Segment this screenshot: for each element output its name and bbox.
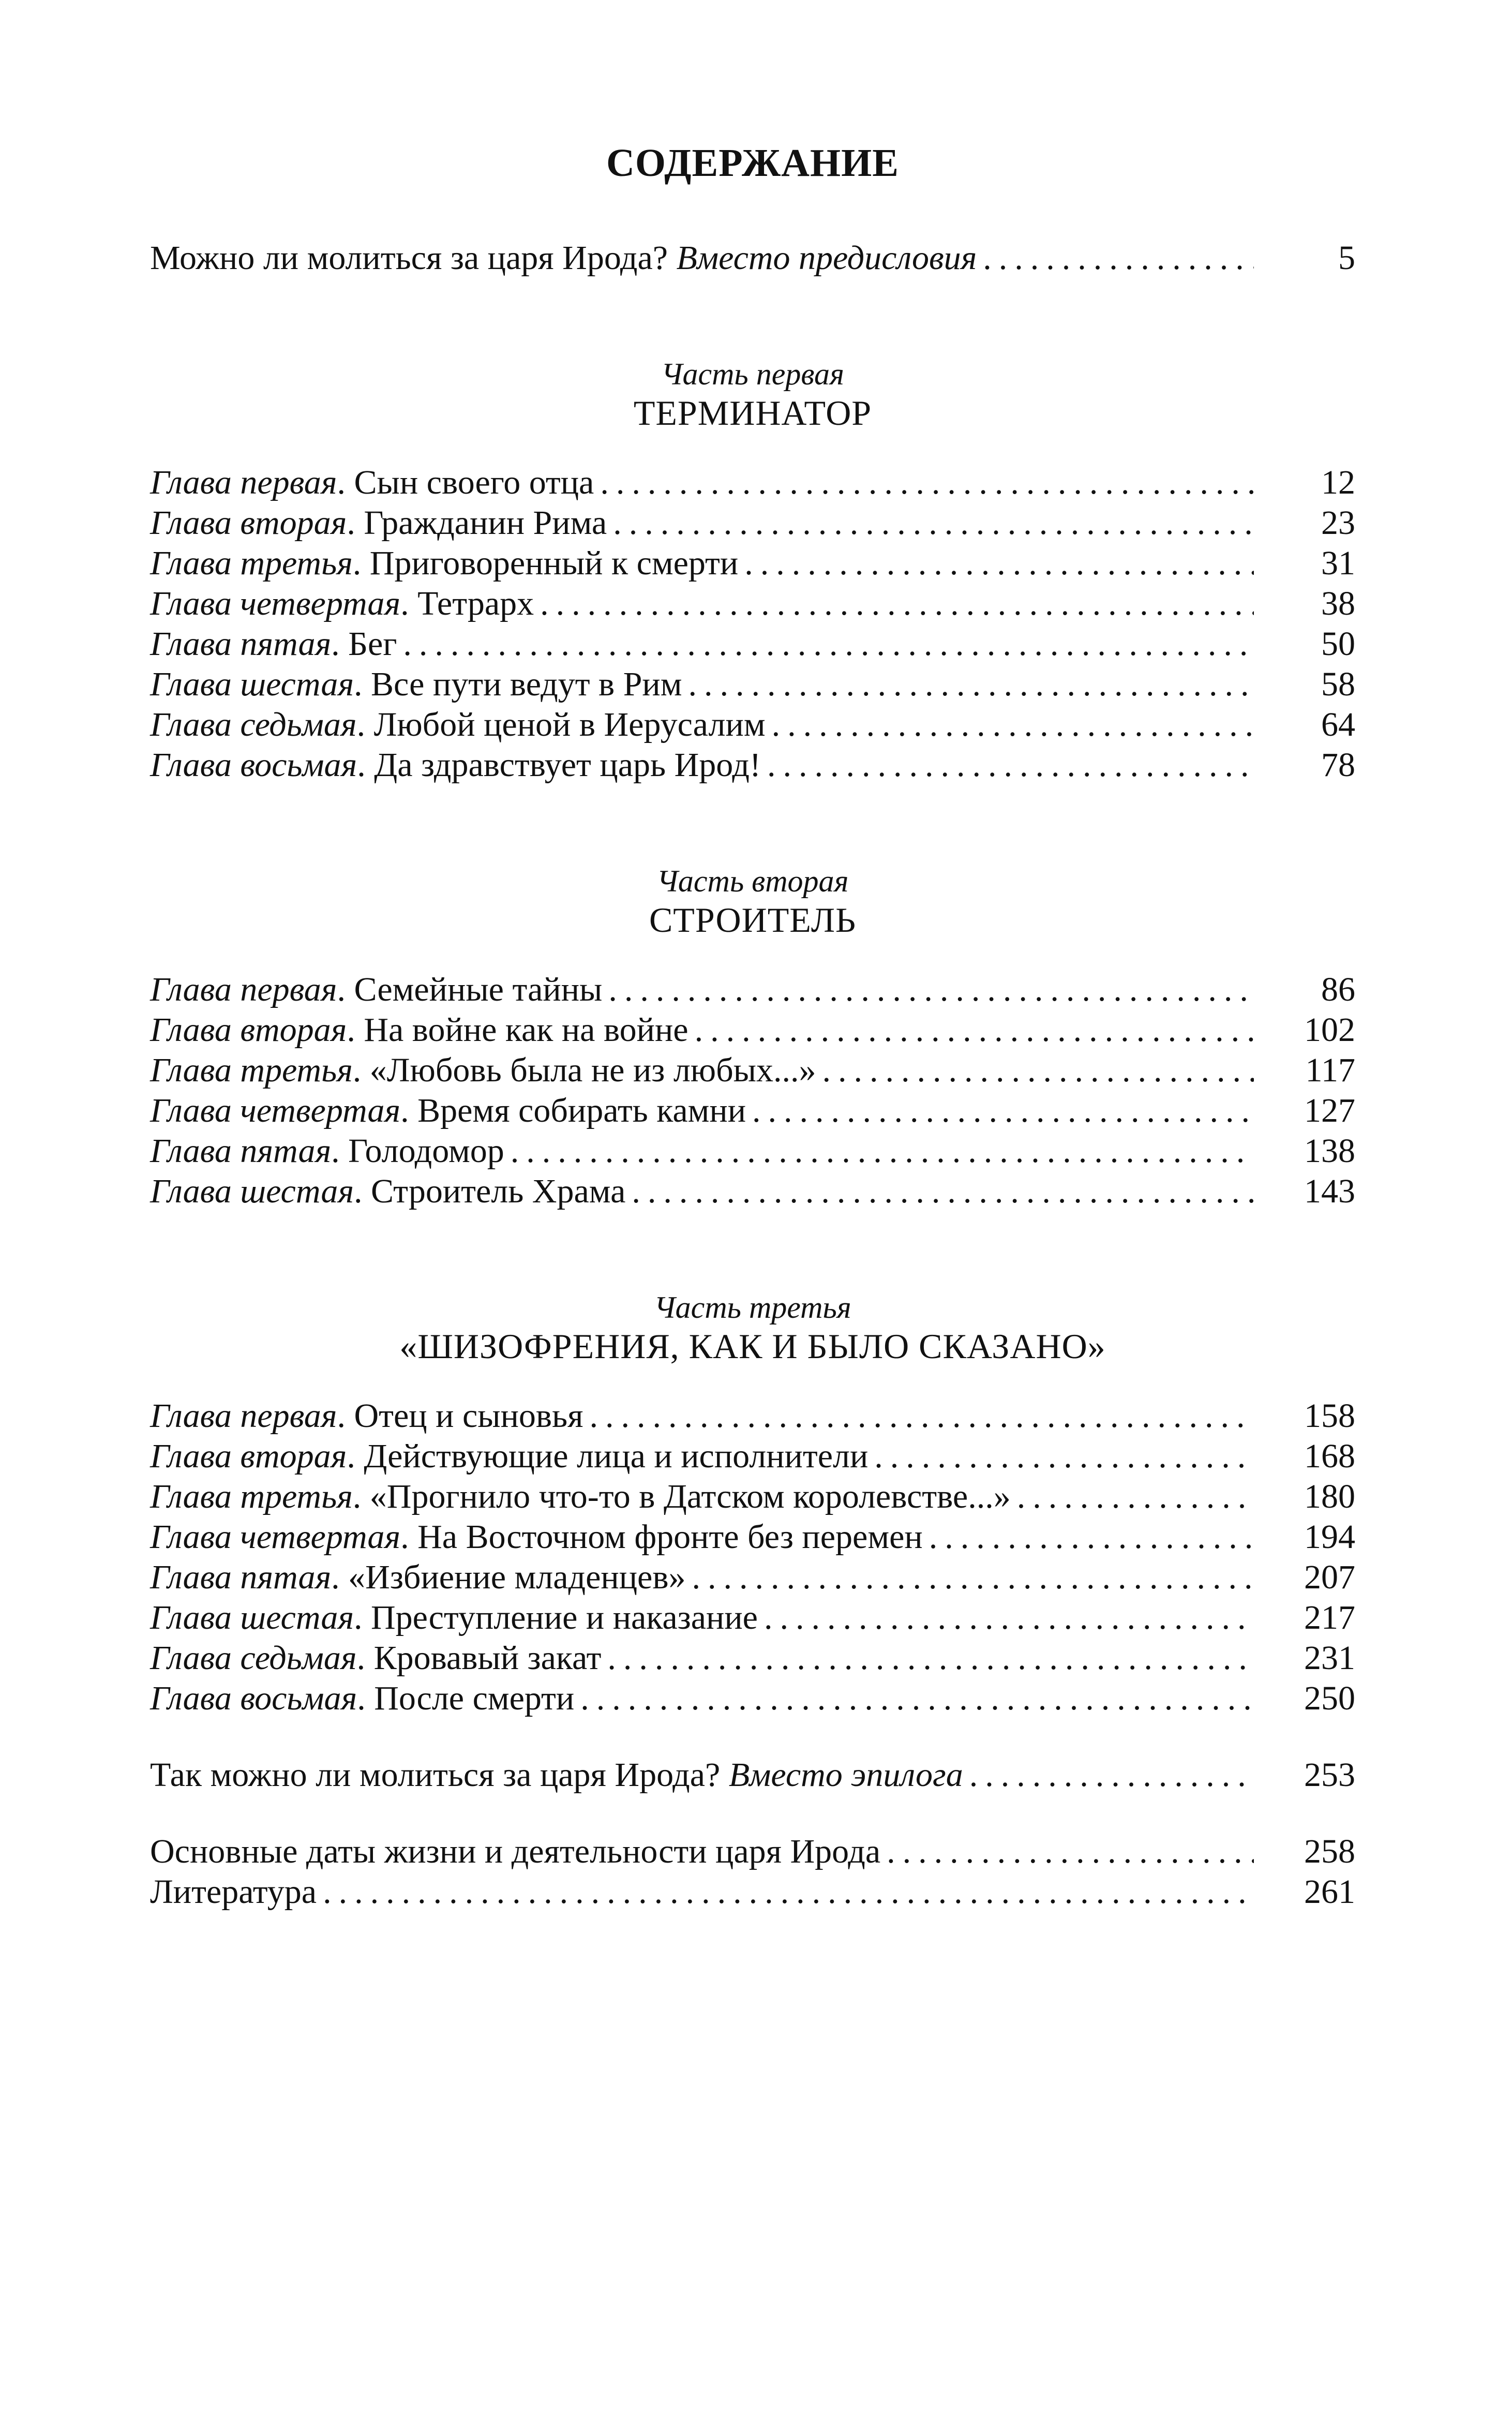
- page-number: 5: [1338, 239, 1355, 277]
- separator-period: .: [357, 1679, 375, 1717]
- part-heading: [150, 356, 1355, 434]
- entry-label: [150, 1091, 746, 1131]
- entry-label: [150, 238, 977, 278]
- part-title: «ШИЗОФРЕНИЯ, КАК И БЫЛО СКАЗАНО»: [399, 1327, 1106, 1366]
- separator-period: .: [354, 665, 371, 703]
- toc-entry-chapter: [150, 1477, 1355, 1517]
- toc-entry-chapter: [150, 624, 1355, 664]
- chapter-title: Все пути ведут в Рим: [371, 665, 682, 703]
- toc-entry-preface: [150, 238, 1355, 278]
- chapter-title: Голодомор: [348, 1132, 504, 1170]
- separator-period: .: [331, 1558, 349, 1596]
- toc-entry-appendix: [150, 1832, 1355, 1872]
- chapter-title: Отец и сыновья: [354, 1397, 583, 1435]
- toc-entry-chapter: [150, 1436, 1355, 1477]
- dot-leader: [607, 1638, 1254, 1678]
- chapter-number: Глава шестая: [150, 1172, 354, 1210]
- entry-label: [150, 1557, 686, 1598]
- toc-entry-chapter: [150, 1557, 1355, 1598]
- entry-label: [150, 1050, 816, 1091]
- entry-label: [150, 1171, 625, 1212]
- toc-entry-chapter: [150, 1396, 1355, 1436]
- toc-entry-chapter: [150, 1678, 1355, 1719]
- page-number: 217: [1304, 1599, 1355, 1636]
- dot-leader: [540, 584, 1254, 624]
- page-number: 261: [1304, 1873, 1355, 1911]
- chapter-number: Глава четвертая: [150, 1518, 401, 1556]
- spacer: [150, 1719, 1355, 1755]
- dot-leader: [983, 238, 1254, 278]
- chapter-title: «Избиение младенцев»: [348, 1558, 686, 1596]
- dot-leader: [323, 1872, 1254, 1912]
- chapter-title: На войне как на войне: [364, 1011, 688, 1049]
- dot-leader: [822, 1050, 1254, 1091]
- separator-period: .: [337, 971, 354, 1008]
- toc-entry-chapter: [150, 1050, 1355, 1091]
- page-number: 38: [1321, 585, 1355, 622]
- part-heading: [150, 1289, 1355, 1367]
- dot-leader: [688, 664, 1254, 705]
- dot-leader: [511, 1131, 1254, 1171]
- chapter-title: «Прогнило что-то в Датском королевстве...»: [369, 1478, 1011, 1515]
- entry-label: [150, 1598, 758, 1638]
- entry-label: [150, 1396, 583, 1436]
- chapter-number: Глава восьмая: [150, 1679, 357, 1717]
- chapter-number: Глава вторая: [150, 1011, 347, 1049]
- entry-label: [150, 664, 682, 705]
- separator-period: .: [356, 706, 374, 743]
- chapter-title: Приговоренный к смерти: [369, 544, 739, 582]
- dot-leader: [590, 1396, 1254, 1436]
- dot-leader: [608, 970, 1254, 1010]
- toc-entry-chapter: [150, 584, 1355, 624]
- chapter-title: Сын своего отца: [354, 464, 594, 501]
- separator-period: .: [354, 1172, 371, 1210]
- separator-period: .: [352, 1051, 370, 1089]
- chapter-number: Глава седьмая: [150, 706, 357, 743]
- table-of-contents: [150, 140, 1355, 1912]
- entry-label: Литература: [150, 1873, 317, 1911]
- part-subtitle: Часть первая: [661, 357, 844, 391]
- toc-entry-chapter: [150, 705, 1355, 745]
- page-number: 253: [1304, 1756, 1355, 1794]
- chapter-number: Глава вторая: [150, 1437, 347, 1475]
- page-number: 250: [1304, 1679, 1355, 1717]
- entry-italic-text: Вместо эпилога: [728, 1756, 963, 1794]
- page-number: 127: [1304, 1092, 1355, 1129]
- chapter-title: Строитель Храма: [371, 1172, 626, 1210]
- dot-leader: [580, 1678, 1254, 1719]
- dot-leader: [600, 463, 1254, 503]
- part-title: ТЕРМИНАТОР: [633, 393, 872, 433]
- separator-period: .: [331, 1132, 349, 1170]
- chapter-number: Глава пятая: [150, 1558, 332, 1596]
- toc-entry-chapter: [150, 1171, 1355, 1212]
- page-number: 78: [1321, 746, 1355, 784]
- dot-leader: [874, 1436, 1254, 1477]
- separator-period: .: [400, 1518, 418, 1556]
- dot-leader: [969, 1755, 1254, 1795]
- page-number: 231: [1304, 1639, 1355, 1677]
- page-number: 31: [1321, 544, 1355, 582]
- separator-period: .: [352, 544, 370, 582]
- page-number: 194: [1304, 1518, 1355, 1556]
- separator-period: .: [354, 1599, 371, 1636]
- chapter-number: Глава пятая: [150, 625, 332, 663]
- toc-entry-chapter: [150, 1517, 1355, 1557]
- entry-label: [150, 1436, 868, 1477]
- dot-leader: [752, 1091, 1254, 1131]
- page-number: 64: [1321, 706, 1355, 743]
- chapter-number: Глава третья: [150, 1051, 353, 1089]
- chapter-number: Глава пятая: [150, 1132, 332, 1170]
- toc-entry-chapter: [150, 543, 1355, 584]
- dot-leader: [767, 745, 1254, 785]
- page-number: 117: [1305, 1051, 1355, 1089]
- chapter-number: Глава шестая: [150, 665, 354, 703]
- separator-period: .: [347, 504, 364, 542]
- entry-label: [150, 1638, 601, 1678]
- entry-label: [150, 1517, 923, 1557]
- toc-entry-chapter: [150, 1010, 1355, 1050]
- chapter-title: Семейные тайны: [354, 971, 603, 1008]
- page-number: 102: [1304, 1011, 1355, 1049]
- separator-period: .: [347, 1437, 364, 1475]
- entry-label: [150, 1755, 963, 1795]
- dot-leader: [764, 1598, 1254, 1638]
- entry-label: [150, 503, 607, 543]
- chapter-number: Глава первая: [150, 464, 337, 501]
- chapter-title: После смерти: [374, 1679, 575, 1717]
- dot-leader: [632, 1171, 1254, 1212]
- toc-entry-chapter: [150, 1598, 1355, 1638]
- dot-leader: [744, 543, 1254, 584]
- toc-entry-chapter: [150, 745, 1355, 785]
- dot-leader: [695, 1010, 1254, 1050]
- page-number: 23: [1321, 504, 1355, 542]
- chapter-title: Время собирать камни: [417, 1092, 746, 1129]
- entry-italic-text: Вместо предисловия: [676, 239, 977, 277]
- chapter-number: Глава вторая: [150, 504, 347, 542]
- page-number: 258: [1304, 1833, 1355, 1870]
- dot-leader: [403, 624, 1254, 664]
- chapter-title: Гражданин Рима: [364, 504, 607, 542]
- entry-label: [150, 1678, 574, 1719]
- page-number: 168: [1304, 1437, 1355, 1475]
- toc-entry-chapter: [150, 970, 1355, 1010]
- dot-leader: [692, 1557, 1254, 1598]
- separator-period: .: [357, 746, 375, 784]
- toc-entry-chapter: [150, 503, 1355, 543]
- separator-period: .: [356, 1639, 374, 1677]
- part-subtitle: Часть вторая: [656, 864, 849, 898]
- chapter-title: «Любовь была не из любых...»: [369, 1051, 816, 1089]
- chapter-number: Глава седьмая: [150, 1639, 357, 1677]
- page-number: 138: [1304, 1132, 1355, 1170]
- dot-leader: [772, 705, 1254, 745]
- entry-label: [150, 1010, 688, 1050]
- part-heading: [150, 863, 1355, 941]
- chapter-title: Да здравствует царь Ирод!: [374, 746, 761, 784]
- entry-label: [150, 1477, 1011, 1517]
- part-subtitle: Часть третья: [654, 1290, 851, 1324]
- chapter-title: Действующие лица и исполнители: [364, 1437, 869, 1475]
- toc-entry-chapter: [150, 664, 1355, 705]
- toc-entry-chapter: [150, 1638, 1355, 1678]
- entry-label: [150, 970, 602, 1010]
- separator-period: .: [337, 1397, 354, 1435]
- chapter-number: Глава третья: [150, 544, 353, 582]
- chapter-number: Глава четвертая: [150, 585, 401, 622]
- chapter-title: Кровавый закат: [373, 1639, 602, 1677]
- dot-leader: [1017, 1477, 1254, 1517]
- page-number: 207: [1304, 1558, 1355, 1596]
- dot-leader: [613, 503, 1254, 543]
- entry-label: Основные даты жизни и деятельности царя Ирода: [150, 1833, 881, 1870]
- page-number: 86: [1321, 971, 1355, 1008]
- entry-label: [150, 584, 534, 624]
- chapter-number: Глава первая: [150, 971, 337, 1008]
- chapter-title: Любой ценой в Иерусалим: [373, 706, 766, 743]
- entry-text: Можно ли молиться за царя Ирода?: [150, 239, 668, 277]
- part-title: СТРОИТЕЛЬ: [649, 900, 857, 940]
- parts-container: [150, 356, 1355, 1719]
- entry-label: [150, 705, 766, 745]
- page-number: 158: [1304, 1397, 1355, 1435]
- dot-leader: [887, 1832, 1254, 1872]
- chapter-number: Глава третья: [150, 1478, 353, 1515]
- entry-label: [150, 745, 761, 785]
- spacer: [150, 1795, 1355, 1832]
- page-number: 180: [1304, 1478, 1355, 1515]
- page-number: 143: [1304, 1172, 1355, 1210]
- separator-period: .: [337, 464, 354, 501]
- chapter-number: Глава первая: [150, 1397, 337, 1435]
- chapter-number: Глава четвертая: [150, 1092, 401, 1129]
- chapter-title: Бег: [348, 625, 397, 663]
- chapter-number: Глава восьмая: [150, 746, 357, 784]
- chapter-title: Преступление и наказание: [371, 1599, 758, 1636]
- page-title: СОДЕРЖАНИЕ: [606, 141, 899, 185]
- entry-text: Так можно ли молиться за царя Ирода?: [150, 1756, 721, 1794]
- separator-period: .: [347, 1011, 364, 1049]
- page-number: 50: [1321, 625, 1355, 663]
- entry-label: [150, 543, 738, 584]
- toc-entry-chapter: [150, 463, 1355, 503]
- separator-period: .: [331, 625, 349, 663]
- separator-period: .: [400, 1092, 418, 1129]
- separator-period: .: [400, 585, 418, 622]
- entry-label: [150, 624, 397, 664]
- dot-leader: [929, 1517, 1254, 1557]
- entry-label: [150, 463, 594, 503]
- separator-period: .: [352, 1478, 370, 1515]
- toc-entry-literature: [150, 1872, 1355, 1912]
- chapter-title: На Восточном фронте без перемен: [417, 1518, 923, 1556]
- toc-entry-epilogue: [150, 1755, 1355, 1795]
- entry-label: [150, 1131, 504, 1171]
- chapter-number: Глава шестая: [150, 1599, 354, 1636]
- toc-entry-chapter: [150, 1131, 1355, 1171]
- chapter-title: Тетрарх: [417, 585, 534, 622]
- toc-entry-chapter: [150, 1091, 1355, 1131]
- page-number: 12: [1321, 464, 1355, 501]
- page-number: 58: [1321, 665, 1355, 703]
